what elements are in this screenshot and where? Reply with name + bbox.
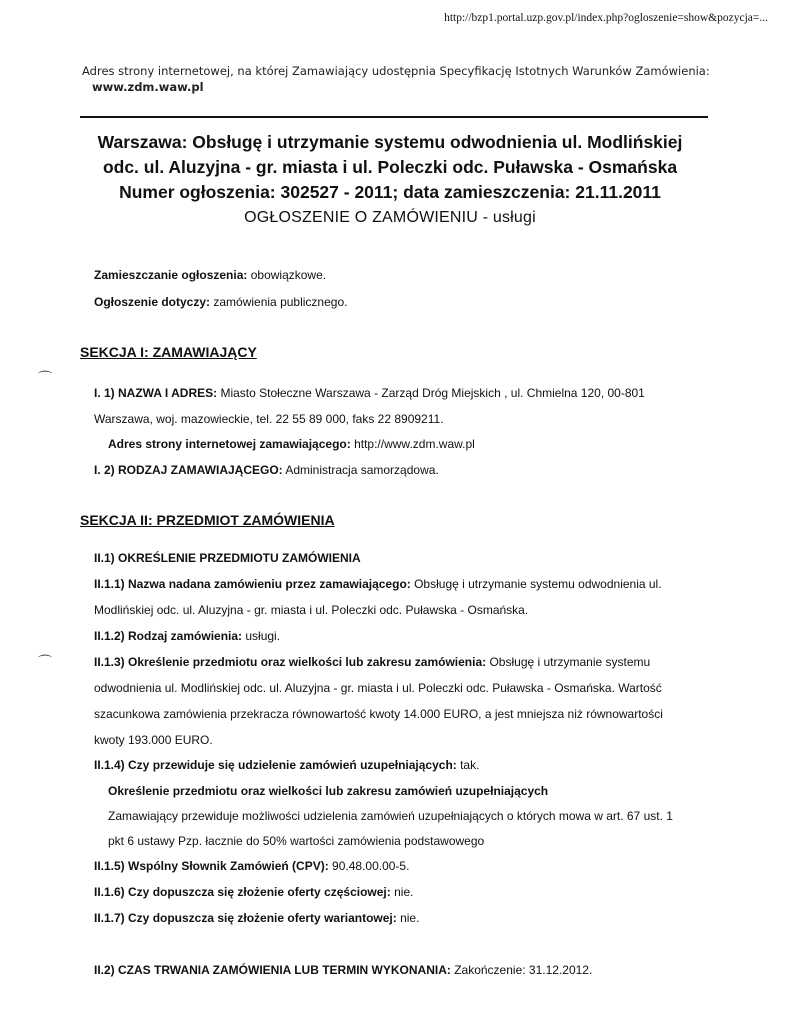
meta-row-2 — [94, 295, 347, 309]
s2-item-1-5 — [94, 859, 409, 873]
s2-c-cont-3: kwoty 193.000 EURO. — [94, 733, 213, 747]
s2-h-label: II.1.7) Czy dopuszcza się złożenie oferty wariantowej: — [94, 911, 397, 925]
s2-c-cont-1: odwodnienia ul. Modlińskiej odc. ul. Aluzyjna - gr. miasta i ul. Poleczki odc. Puławska - Osmańska. Wartość — [94, 681, 662, 695]
s2-item-1-1 — [94, 577, 662, 591]
meta-1-value: obowiązkowe. — [247, 268, 327, 282]
s1-value-1: Miasto Stołeczne Warszawa - Zarząd Dróg Miejskich , ul. Chmielna 120, 00-801 — [217, 386, 645, 400]
siwz-site-label: Adres strony internetowej, na której Zamawiający udostępnia Specyfikację Istotnych Warunków Zamówienia: — [82, 64, 710, 78]
page-url: http://bzp1.portal.uzp.gov.pl/index.php?ogloszenie=show&pozycja=... — [444, 12, 768, 24]
s2-item-1-7 — [94, 911, 419, 925]
s2-e-heading: Określenie przedmiotu oraz wielkości lub zakresu zamówień uzupełniających — [108, 784, 549, 798]
s2-f-value: 90.48.00.00-5. — [328, 859, 410, 873]
s2-a-cont: Modlińskiej odc. ul. Aluzyjna - gr. miasta i ul. Poleczki odc. Puławska - Osmańska. — [94, 603, 529, 617]
s2-item-1-3 — [94, 655, 650, 669]
s2-g-label: II.1.6) Czy dopuszcza się złożenie oferty częściowej: — [94, 885, 391, 899]
s2-g-value: nie. — [390, 885, 414, 899]
title-line-2: odc. ul. Aluzyjna - gr. miasta i ul. Poleczki odc. Puławska - Osmańska — [102, 157, 678, 177]
s1-address-cont: Warszawa, woj. mazowieckie, tel. 22 55 89 000, faks 22 8909211. — [94, 412, 444, 426]
title-line-1: Warszawa: Obsługę i utrzymanie systemu odwodnienia ul. Modlińskiej — [97, 132, 683, 152]
s2-e-line-1: Zamawiający przewiduje możliwości udzielenia zamówień uzupełniających o których mowa w art. 67 ust. 1 — [108, 809, 673, 823]
scan-mark: ⌒ — [38, 370, 52, 386]
s2-subheading: II.1) OKREŚLENIE PRZEDMIOTU ZAMÓWIENIA — [94, 551, 361, 565]
scan-mark: ⌒ — [38, 654, 52, 670]
title-line-3: Numer ogłoszenia: 302527 - 2011; data zamieszczenia: 21.11.2011 — [119, 182, 661, 202]
s1-value-3: http://www.zdm.waw.pl — [350, 437, 475, 451]
meta-row-1 — [94, 268, 326, 282]
s2-item-1-4 — [94, 758, 479, 772]
meta-2-label: Ogłoszenie dotyczy: — [94, 295, 211, 309]
s1-website — [108, 437, 475, 451]
s2-d-value: tak. — [456, 758, 480, 772]
s2-item-1-6 — [94, 885, 413, 899]
meta-1-label: Zamieszczanie ogłoszenia: — [94, 268, 248, 282]
s2-i-label: II.2) CZAS TRWANIA ZAMÓWIENIA LUB TERMIN WYKONANIA: — [94, 963, 451, 977]
s1-label-3: Adres strony internetowej zamawiającego: — [108, 437, 351, 451]
s2-h-value: nie. — [396, 911, 420, 925]
s2-item-1-2 — [94, 629, 280, 643]
s1-type — [94, 463, 439, 477]
section-1-heading: SEKCJA I: ZAMAWIAJĄCY — [80, 344, 257, 360]
s2-c-cont-2: szacunkowa zamówienia przekracza równowartość kwoty 14.000 EURO, a jest mniejsza niż równowartości — [94, 707, 663, 721]
s1-label-4: I. 2) RODZAJ ZAMAWIAJĄCEGO: — [94, 463, 283, 477]
s2-b-label: II.1.2) Rodzaj zamówienia: — [94, 629, 243, 643]
s2-f-label: II.1.5) Wspólny Słownik Zamówień (CPV): — [94, 859, 329, 873]
s2-item-2 — [94, 963, 592, 977]
meta-2-value: zamówienia publicznego. — [210, 295, 348, 309]
notice-title — [60, 130, 720, 230]
s2-i-value: Zakończenie: 31.12.2012. — [450, 963, 593, 977]
s1-name-address — [94, 386, 645, 400]
s2-d-label: II.1.4) Czy przewiduje się udzielenie zamówień uzupełniających: — [94, 758, 457, 772]
s2-c-label: II.1.3) Określenie przedmiotu oraz wielkości lub zakresu zamówienia: — [94, 655, 487, 669]
s2-c-value: Obsługę i utrzymanie systemu — [486, 655, 651, 669]
section-2-heading: SEKCJA II: PRZEDMIOT ZAMÓWIENIA — [80, 512, 335, 528]
header-divider — [80, 116, 708, 118]
s2-e-line-2: pkt 6 ustawy Pzp. łacznie do 50% wartości zamówienia podstawowego — [108, 834, 485, 848]
s2-a-label: II.1.1) Nazwa nadana zamówieniu przez zamawiającego: — [94, 577, 411, 591]
s2-a-value: Obsługę i utrzymanie systemu odwodnienia ul. — [410, 577, 662, 591]
s1-value-4: Administracja samorządowa. — [282, 463, 439, 477]
s2-b-value: usługi. — [242, 629, 281, 643]
siwz-site-value: www.zdm.waw.pl — [92, 80, 204, 94]
title-line-4: OGŁOSZENIE O ZAMÓWIENIU - usługi — [244, 209, 536, 226]
s1-label-1: I. 1) NAZWA I ADRES: — [94, 386, 218, 400]
